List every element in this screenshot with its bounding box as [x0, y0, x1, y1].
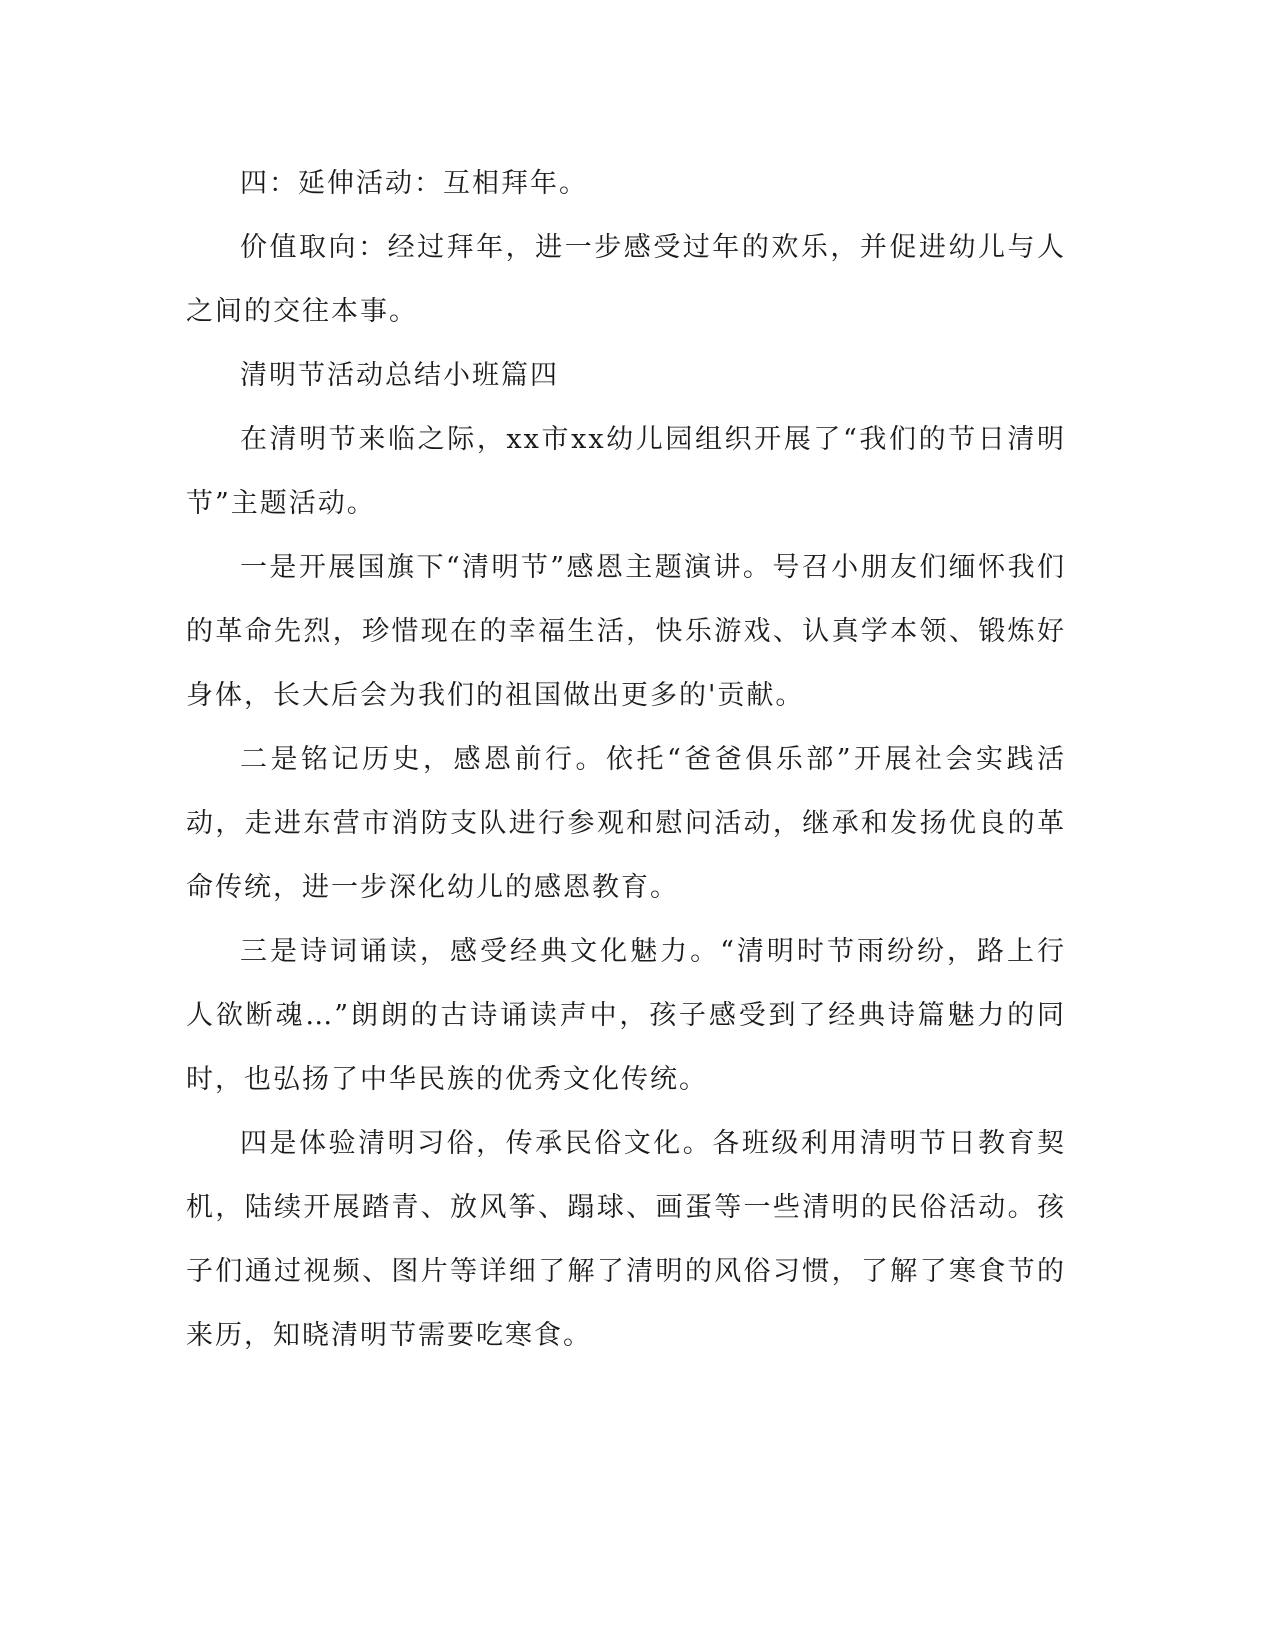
paragraph-point-four: 四是体验清明习俗，传承民俗文化。各班级利用清明节日教育契机，陆续开展踏青、放风筝、蹋球、画蛋等一些清明的民俗活动。孩子们通过视频、图片等详细了解了清明的风俗习惯，了解了寒食节的来历，知晓清明节需要吃寒食。 — [186, 1128, 1066, 1351]
paragraph-intro: 在清明节来临之际，xx市xx幼儿园组织开展了“我们的节日清明节”主题活动。 — [186, 424, 1066, 519]
paragraph-extension-activity: 四：延伸活动：互相拜年。 — [240, 168, 588, 199]
paragraph-point-two: 二是铭记历史，感恩前行。依托“爸爸俱乐部”开展社会实践活动，走进东营市消防支队进行参观和慰问活动，继承和发扬优良的革命传统，进一步深化幼儿的感恩教育。 — [186, 744, 1066, 903]
paragraph-point-three: 三是诗词诵读，感受经典文化魅力。“清明时节雨纷纷，路上行人欲断魂…”朗朗的古诗诵读声中，孩子感受到了经典诗篇魅力的同时，也弘扬了中华民族的优秀文化传统。 — [186, 936, 1066, 1095]
section-heading: 清明节活动总结小班篇四 — [240, 360, 559, 391]
paragraph-point-one: 一是开展国旗下“清明节”感恩主题演讲。号召小朋友们缅怀我们的革命先烈，珍惜现在的幸福生活，快乐游戏、认真学本领、锻炼好身体，长大后会为我们的祖国做出更多的'贡献。 — [186, 552, 1066, 711]
document-body — [186, 152, 1066, 1368]
paragraph-value-orientation: 价值取向：经过拜年，进一步感受过年的欢乐，并促进幼儿与人之间的交往本事。 — [186, 232, 1066, 327]
